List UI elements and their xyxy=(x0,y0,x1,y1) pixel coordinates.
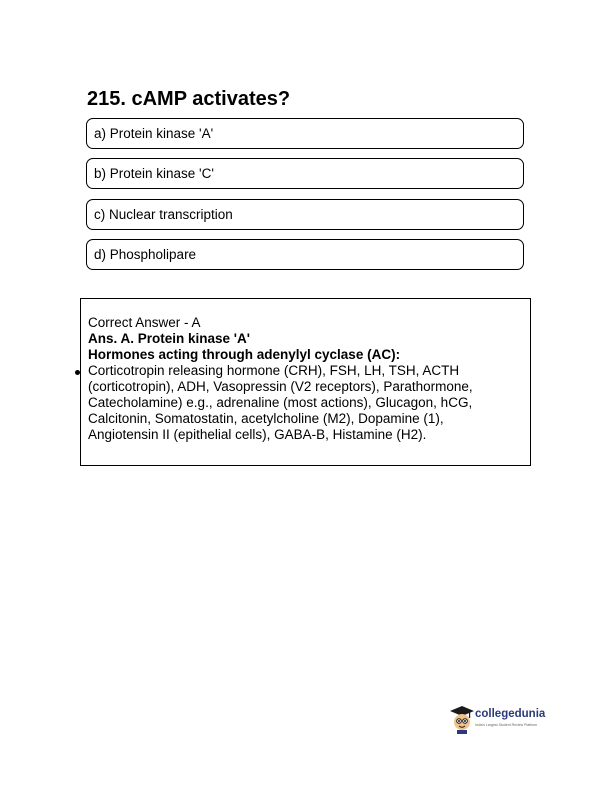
bullet-dot-icon xyxy=(75,370,80,375)
bullet-line: Corticotropin releasing hormone (CRH), FSH, LH, TSH, ACTH xyxy=(88,363,460,378)
answer-box xyxy=(80,298,531,466)
question-title: 215. cAMP activates? xyxy=(87,88,291,110)
option-d[interactable]: d) Phospholipare xyxy=(86,239,524,270)
bullet-line: Angiotensin II (epithelial cells), GABA-B, Histamine (H2). xyxy=(88,427,427,442)
bullet-line: (corticotropin), ADH, Vasopressin (V2 receptors), Parathormone, xyxy=(88,379,473,394)
option-c[interactable]: c) Nuclear transcription xyxy=(86,199,524,230)
answer-line: Ans. A. Protein kinase 'A' xyxy=(88,331,250,346)
logo-name: collegedunia xyxy=(475,708,546,720)
bullet-list-item xyxy=(88,363,518,443)
bullet-line: Catecholamine) e.g., adrenaline (most actions), Glucagon, hCG, xyxy=(88,395,473,410)
answer-content xyxy=(88,315,518,443)
answer-heading: Hormones acting through adenylyl cyclase (AC): xyxy=(88,347,401,362)
collegedunia-logo xyxy=(449,704,559,736)
bullet-line: Calcitonin, Somatostatin, acetylcholine (M2), Dopamine (1), xyxy=(88,411,444,426)
graduate-mascot-icon xyxy=(449,705,475,735)
option-b[interactable]: b) Protein kinase 'C' xyxy=(86,158,524,189)
correct-answer-text: Correct Answer - A xyxy=(88,315,201,330)
option-a[interactable]: a) Protein kinase 'A' xyxy=(86,118,524,149)
logo-tagline: India's Largest Student Review Platform xyxy=(475,723,538,727)
